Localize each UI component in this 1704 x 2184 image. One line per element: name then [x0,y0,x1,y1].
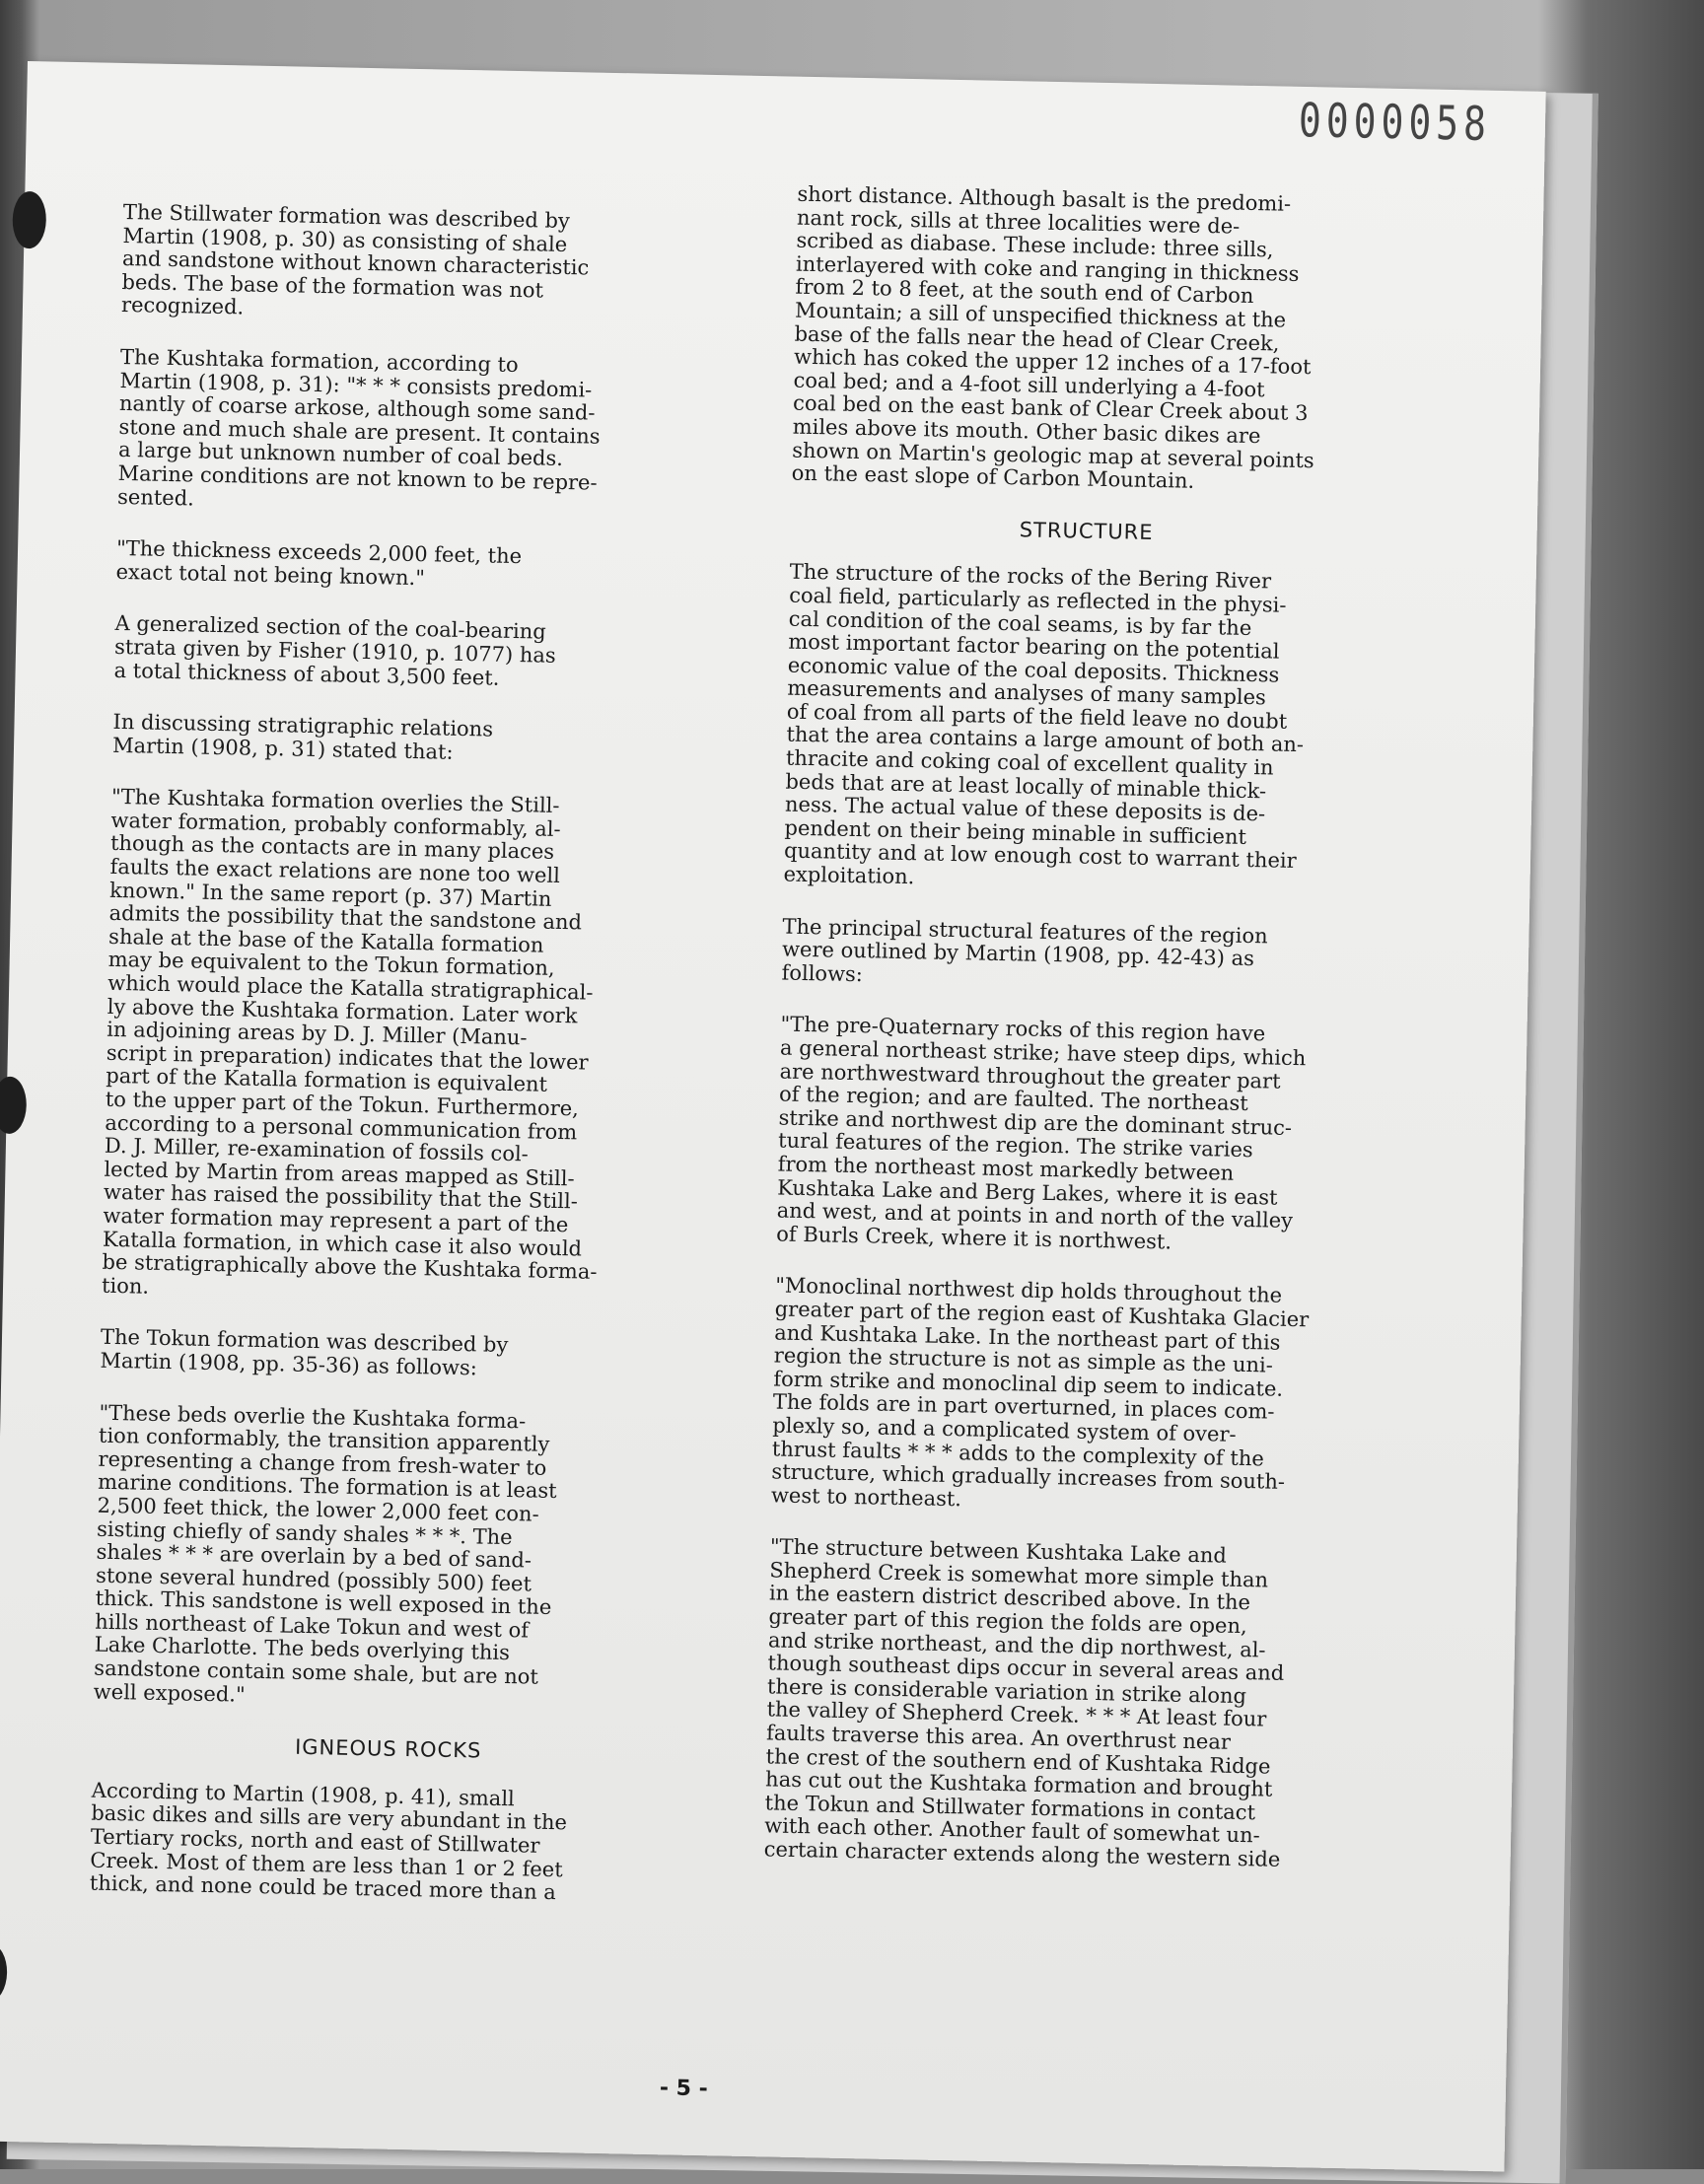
paragraph: The Stillwater formation was described by Martin (1908, p. 30) as consisting of shale and sandstone without known characteristic beds. The base of the formation was not recognized. [120,199,590,319]
paragraph: The Tokun formation was described by Martin (1908, pp. 35-36) as follows: [100,1325,509,1380]
paragraph: "These beds overlie the Kushtaka forma- tion conformably, the transition apparently representing a change from fresh-water to marine conditions. The formation is at least 2,500 feet thick, the lower 2,000 feet con- sisting chiefly of sandy shales * * *. The shales * * * are overlain by a bed of sand- stone several hundred (possibly 500) feet thick. This sandstone is well exposed in the hills northeast of Lake Tokun and west of Lake Charlotte. The beds overlying this sandstone contain some shale, but are not well exposed." [93,1400,557,1707]
paragraph: "The thickness exceeds 2,000 feet, the exact total not being known." [115,536,523,590]
paragraph: The Kushtaka formation, according to Martin (1908, p. 31): "* * * consists predomi- nantly of coarse arkose, although some sand- stone and much shale are present. It contains a large but unknown number of coal beds. Marine conditions are not known to be repre- sented. [116,344,601,511]
section-heading: STRUCTURE [1019,518,1154,544]
right-column [763,183,1389,1902]
page-number: - 5 - [659,2076,709,2102]
paragraph: The structure of the rocks of the Bering River coal field, particularly as reflected in the physi- cal condition of the coal seams, is by far the most important factor bearing on the potential economic value of the coal deposits. Thickness measurements and analyses of many samples of coal from all parts of the field leave no doubt that the area contains a large amount of both an- thracite and coking coal of excellent quality in beds that are at least locally of minable thick- ness. The actual value of these deposits is de- pendent on their being minable in sufficient quantity and at low enough cost to warrant their exploitation. [783,559,1305,889]
paragraph: A generalized section of the coal-bearing strata given by Fisher (1910, p. 1077) has a total thickness of about 3,500 feet. [113,611,556,690]
document-page [0,61,1546,2171]
paragraph: "The Kushtaka formation overlies the Still- water formation, probably conformably, al- though as the contacts are in many places faults the exact relations are none too well known." In the same report (p. 37) Martin admits the possibility that the sandstone and shale at the base of the Katalla formation may be equivalent to the Tokun formation, which would place the Katalla stratigraphical- ly above the Kushtaka formation. Later work in adjoining areas by D. J. Miller (Manu- script in preparation) indicates that the lower part of the Katalla formation is equivalent to the upper part of the Tokun. Furthermore, according to a personal communication from D. J. Miller, re-examination of fossils col- lected by Martin from areas mapped as Still- water has raised the possibility that the Still- water formation may represent a part of the Katalla formation, in which case it also would be stratigraphically above the Kushtaka forma- tion. [101,785,598,1299]
paragraph: "The structure between Kushtaka Lake and Shepherd Creek is somewhat more simple than in the eastern district described above. In the greater part of this region the folds are open, and strike northeast, and the dip northwest, al- though southeast dips occur in several areas and there is considerable variation in strike along the valley of Shepherd Creek. * * * At least four faults traverse this area. An overthrust near the crest of the southern end of Kushtaka Ridge has cut out the Kushtaka formation and brought the Tokun and Stillwater formations in contact with each other. Another fault of somewhat un- certain character extends along the western side [763,1534,1285,1871]
document-number: 0000058 [1298,93,1492,152]
paragraph: "The pre-Quaternary rocks of this region have a general northeast strike; have steep dips, which are northwestward throughout the greater part of the region; and are faulted. The northeast strike and northwest dip are the dominant struc- tural features of the region. The strike varies from the northeast most markedly between Kushtaka Lake and Berg Lakes, where it is east and west, and at points in and north of the valley of Burls Creek, where it is northwest. [776,1012,1307,1254]
paragraph: "Monoclinal northwest dip holds throughout the greater part of the region east of Kushtaka Glacier and Kushtaka Lake. In the northeast part of this region the structure is not as simple as the uni- form strike and monoclinal dip seem to indicate. The folds are in part overturned, in places com- plexly so, and a complicated system of over- thrust faults * * * adds to the complexity of the structure, which gradually increases from south- west to northeast. [770,1273,1310,1511]
section-heading: IGNEOUS ROCKS [294,1735,482,1763]
paragraph: short distance. Although basalt is the predomi- nant rock, sills at three localities were de- scribed as diabase. These include: three sills, interlayered with coke and ranging in thickness from 2 to 8 feet, at the south end of Carbon Mountain; a sill of unspecified thickness at the base of the falls near the head of Clear Creek, which has coked the upper 12 inches of a 17-foot coal bed; and a 4-foot sill underlying a 4-foot coal bed on the east bank of Clear Creek about 3 miles above its mouth. Other basic dikes are shown on Martin's geologic map at several points on the east slope of Carbon Mountain. [791,181,1314,493]
paragraph: The principal structural features of the region were outlined by Martin (1908, pp. 42-43) as follows: [781,914,1268,986]
paragraph: In discussing stratigraphic relations Martin (1908, p. 31) stated that: [111,709,494,764]
binder-hole-bottom [0,1943,8,2002]
left-column [89,201,715,1937]
paragraph: According to Martin (1908, p. 41), small basic dikes and sills are very abundant in the Tertiary rocks, north and east of Stillwater Creek. Most of them are less than 1 or 2 feet thick, and none could be traced more than a [89,1778,568,1905]
binder-hole-middle [0,1077,27,1135]
binder-hole-top [12,191,46,249]
